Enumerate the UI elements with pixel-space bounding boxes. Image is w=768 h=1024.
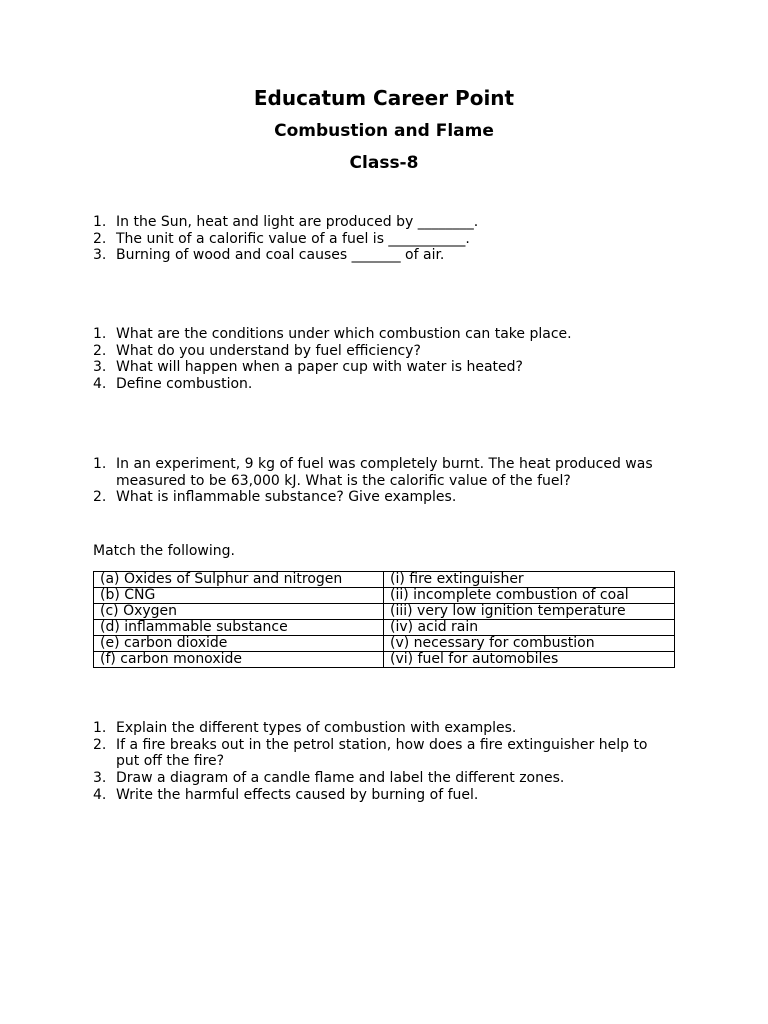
table-cell-left: (e) carbon dioxide	[94, 636, 384, 652]
table-cell-left: (b) CNG	[94, 588, 384, 604]
list-item	[93, 737, 673, 770]
item-number: 2.	[93, 736, 107, 753]
table-row	[94, 604, 675, 620]
table-cell-left: (f) carbon monoxide	[94, 652, 384, 668]
list-item	[93, 489, 673, 506]
table-cell-left: (c) Oxygen	[94, 604, 384, 620]
table-row	[94, 572, 675, 588]
list-item	[93, 456, 673, 489]
list-item	[93, 720, 673, 737]
table-cell-left: (a) Oxides of Sulphur and nitrogen	[94, 572, 384, 588]
list-item	[93, 376, 673, 393]
list-item	[93, 770, 673, 787]
table-row	[94, 652, 675, 668]
class-label: Class-8	[349, 153, 419, 173]
table-cell-right: (i) fire extinguisher	[384, 572, 675, 588]
fill-in-blanks-list	[93, 214, 673, 264]
item-text: What is inflammable substance? Give examples.	[116, 489, 457, 506]
list-item	[93, 343, 673, 360]
long-answer-list	[93, 720, 673, 804]
list-item	[93, 359, 673, 376]
numerical-question-list	[93, 456, 673, 506]
table-cell-right: (iii) very low ignition temperature	[384, 604, 675, 620]
table-cell-right: (v) necessary for combustion	[384, 636, 675, 652]
table-row	[94, 588, 675, 604]
item-text: If a fire breaks out in the petrol station, how does a fire extinguisher help to put off the fire?	[116, 736, 648, 770]
item-number: 1.	[93, 214, 107, 230]
list-item	[93, 787, 673, 804]
item-text: Draw a diagram of a candle flame and label the different zones.	[116, 770, 565, 787]
item-number: 2.	[93, 342, 107, 359]
list-item	[93, 247, 673, 264]
item-number: 1.	[93, 456, 107, 472]
page-subtitle: Combustion and Flame	[274, 121, 494, 141]
item-text: Define combustion.	[116, 376, 253, 393]
match-heading: Match the following.	[93, 543, 235, 559]
item-number: 4.	[93, 376, 107, 393]
table-row	[94, 620, 675, 636]
table-cell-right: (ii) incomplete combustion of coal	[384, 588, 675, 604]
short-answer-list	[93, 326, 673, 393]
item-text: Write the harmful effects caused by burning of fuel.	[116, 786, 479, 803]
page-title: Educatum Career Point	[253, 86, 515, 110]
item-text: The unit of a calorific value of a fuel is ___________.	[116, 230, 470, 247]
item-text: What are the conditions under which combustion can take place.	[116, 326, 572, 342]
match-table	[93, 571, 675, 668]
item-text: What will happen when a paper cup with water is heated?	[116, 359, 523, 376]
item-text: In an experiment, 9 kg of fuel was completely burnt. The heat produced was measured to be 63,000 kJ. What is the calorific value of the fuel?	[116, 456, 653, 489]
item-text: Explain the different types of combustion with examples.	[116, 720, 517, 736]
item-number: 2.	[93, 489, 107, 506]
item-text: Burning of wood and coal causes _______ of air.	[116, 247, 445, 264]
table-cell-left: (d) inflammable substance	[94, 620, 384, 636]
item-number: 2.	[93, 230, 107, 247]
table-cell-right: (vi) fuel for automobiles	[384, 652, 675, 668]
table-cell-right: (iv) acid rain	[384, 620, 675, 636]
item-number: 4.	[93, 786, 107, 803]
table-row	[94, 636, 675, 652]
item-number: 1.	[93, 720, 107, 736]
item-text: In the Sun, heat and light are produced by ________.	[116, 214, 479, 230]
list-item	[93, 326, 673, 343]
item-number: 3.	[93, 359, 107, 376]
item-number: 3.	[93, 770, 107, 787]
item-text: What do you understand by fuel efficiency?	[116, 342, 421, 359]
item-number: 1.	[93, 326, 107, 342]
item-number: 3.	[93, 247, 107, 264]
list-item	[93, 231, 673, 248]
list-item	[93, 214, 673, 231]
